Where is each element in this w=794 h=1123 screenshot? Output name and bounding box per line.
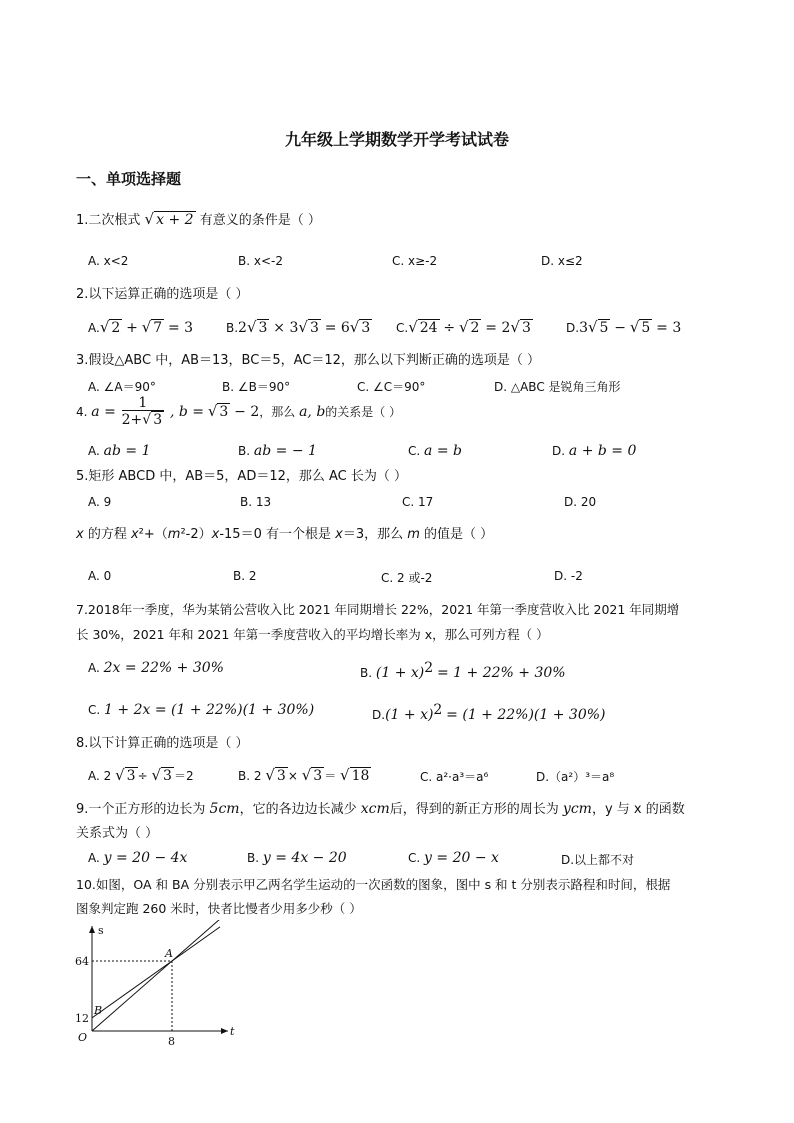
radical-sign: √ xyxy=(99,318,110,336)
radical-sign: √ xyxy=(301,766,312,784)
q2-option-d xyxy=(566,318,681,336)
q9-expr: 5cm xyxy=(209,801,240,817)
q3-option-c: C. ∠C＝90° xyxy=(357,380,426,394)
q4-den-rad: 3 xyxy=(153,412,163,428)
q9-label-b: B. xyxy=(247,851,260,865)
q7-option-b xyxy=(360,660,566,681)
q2-label-a: A. xyxy=(88,321,100,335)
page-title: 九年级上学期数学开学考试试卷 xyxy=(284,130,509,149)
q9-opt-b-expr: y = 4x − 20 xyxy=(262,850,347,866)
question-2: 2.以下运算正确的选项是（ ） xyxy=(76,287,249,302)
q8a-r2: 3 xyxy=(163,768,172,784)
q4-opt-c-expr: a = b xyxy=(424,443,462,459)
q1-option-c: C. x≥-2 xyxy=(392,254,438,268)
q2-label-b: B. xyxy=(226,321,239,335)
y-axis-label: s xyxy=(98,924,104,937)
x-axis-label: t xyxy=(230,1025,235,1038)
y-tick-label: 12 xyxy=(75,1011,89,1025)
radical-sign: √ xyxy=(298,318,308,336)
q2b-r1: 3 xyxy=(258,320,268,336)
question-3: 3.假设△ABC 中，AB＝13，BC＝5，AC＝12，那么以下判断正确的选项是（ ） xyxy=(76,353,541,368)
q4-option-b xyxy=(238,443,317,459)
radical-sign: √ xyxy=(265,766,275,784)
q4-label-c: C. xyxy=(408,444,421,458)
question-9-line-1 xyxy=(76,800,685,819)
q4-vars: a, b xyxy=(299,404,326,420)
q4-opt-b-expr: ab = − 1 xyxy=(253,443,317,459)
question-5: 5.矩形 ABCD 中，AB＝5，AD＝12，那么 AC 长为（ ） xyxy=(76,469,408,484)
q6-var: x xyxy=(335,527,343,542)
q6-var: x xyxy=(211,527,220,542)
q1-radicand: x + 2 xyxy=(156,212,194,228)
q6-option-d: D. -2 xyxy=(554,569,583,583)
q7-option-d xyxy=(372,702,606,723)
q5-option-c: C. 17 xyxy=(402,495,434,509)
q2c-r3: 3 xyxy=(521,320,531,336)
q8b-r1: 3 xyxy=(276,768,286,784)
q2c-eq: = 2 xyxy=(485,320,511,336)
q1-suffix: 有意义的条件是（ ） xyxy=(199,213,321,228)
q4-frac-den xyxy=(122,411,164,428)
q9-expr: ycm xyxy=(562,801,592,817)
q5-option-a: A. 9 xyxy=(88,495,112,509)
radical-sign: √ xyxy=(144,210,155,228)
question-4 xyxy=(76,397,401,428)
q2-option-a xyxy=(88,318,193,336)
q2a-eq: = 3 xyxy=(168,320,194,336)
q4-suffix2: 的关系是（ ） xyxy=(325,405,402,419)
q1-option-d: D. x≤2 xyxy=(541,254,583,268)
q6-text: ＝3，那么 xyxy=(342,527,408,542)
question-8: 8.以下计算正确的选项是（ ） xyxy=(76,736,249,751)
question-7-line-2: 长 30%，2021 年和 2021 年第一季度营收入的平均增长率为 x，那么可列方程（ ） xyxy=(76,627,549,642)
q2a-r2: 7 xyxy=(153,320,163,336)
q3-option-d: D. △ABC 是锐角三角形 xyxy=(494,380,621,394)
q9-label-c: C. xyxy=(408,851,421,865)
question-7-line-1: 7.2018年一季度，华为某销公营收入比 2021 年同期增长 22%，2021 年第一季度营收入比 2021 年同期增 xyxy=(76,602,680,617)
q4-number: 4. xyxy=(76,405,88,419)
q6-var: m xyxy=(407,527,420,542)
q8b-pre: B. 2 xyxy=(238,769,262,783)
q8a-r1: 3 xyxy=(126,768,136,784)
q6-option-a: A. 0 xyxy=(88,569,112,583)
q5-option-b: B. 13 xyxy=(240,495,272,509)
q4-option-c xyxy=(408,443,462,459)
q2-option-b xyxy=(226,318,372,336)
q2-option-c xyxy=(396,318,533,336)
q4-a-eq: a = xyxy=(91,404,116,420)
section-heading: 一、单项选择题 xyxy=(76,170,182,188)
q4-frac-num: 1 xyxy=(122,397,164,411)
q8-option-a xyxy=(88,766,194,784)
q2b-r3: 3 xyxy=(361,320,371,336)
q9-text: ，y 与 x 的函数 xyxy=(591,802,685,817)
radical-sign: √ xyxy=(115,766,125,784)
q3-option-b: B. ∠B＝90° xyxy=(222,380,291,394)
q6-text: 的方程 xyxy=(83,527,131,542)
q7-label-a: A. xyxy=(88,661,100,675)
point-label-a: A xyxy=(165,947,173,960)
x-axis-arrow xyxy=(221,1028,228,1034)
q8a-op: ÷ xyxy=(137,769,148,783)
q4-fraction xyxy=(122,397,164,428)
q8a-eq: ＝2 xyxy=(173,769,194,783)
q4-b-tail: − 2 xyxy=(234,404,260,420)
q9-opt-a-expr: y = 20 − 4x xyxy=(103,850,188,866)
q2-label-d: D. xyxy=(566,321,580,335)
y-tick-label: 64 xyxy=(75,955,89,968)
q6-text: ²+（ xyxy=(138,527,168,542)
q9-option-a xyxy=(88,850,187,866)
q8b-op: × xyxy=(287,769,298,783)
radical-sign: √ xyxy=(151,766,162,784)
radical-sign: √ xyxy=(349,318,360,336)
q2d-c1: 3 xyxy=(579,320,588,336)
q7-opt-d-base: (1 + x) xyxy=(385,707,434,723)
q6-var: x xyxy=(130,527,139,542)
q7-label-d: D. xyxy=(372,708,386,722)
q2-label-c: C. xyxy=(396,321,409,335)
q2a-r1: 2 xyxy=(111,320,121,336)
q4-label-a: A. xyxy=(88,444,100,458)
q6-option-c: C. 2 或-2 xyxy=(381,571,433,585)
q4-opt-d-expr: a + b = 0 xyxy=(568,443,637,459)
question-1 xyxy=(76,210,321,230)
q7-option-a xyxy=(88,660,224,676)
q4-b-rad: 3 xyxy=(219,404,229,420)
q2b-eq: = 6 xyxy=(324,320,350,336)
q4-opt-a-expr: ab = 1 xyxy=(103,443,151,459)
q9-label-a: A. xyxy=(88,851,100,865)
question-10-line-1: 10.如图，OA 和 BA 分别表示甲乙两名学生运动的一次函数的图象，图中 s 和 t 分别表示路程和时间，根据 xyxy=(76,877,671,892)
q2c-r1: 24 xyxy=(419,320,438,336)
q9-text: 9.一个正方形的边长为 xyxy=(76,802,206,817)
q9-opt-c-expr: y = 20 − x xyxy=(424,850,499,866)
x-tick-label: 8 xyxy=(168,1035,175,1048)
q6-var: x xyxy=(76,527,84,542)
q4-suffix: ，那么 xyxy=(259,405,296,419)
q3-option-a: A. ∠A＝90° xyxy=(88,380,156,394)
radical-sign: √ xyxy=(587,318,598,336)
q7-opt-d-rest: = (1 + 22%)(1 + 30%) xyxy=(446,707,606,723)
q4-label-d: D. xyxy=(552,444,566,458)
q9-text: 后，得到的新正方形的周长为 xyxy=(389,802,559,817)
q7-opt-a-expr: 2x = 22% + 30% xyxy=(103,660,224,676)
q2b-op: × 3 xyxy=(273,320,299,336)
q5-option-d: D. 20 xyxy=(564,495,597,509)
series-line-oa xyxy=(92,920,220,1031)
q7-opt-b-exp: 2 xyxy=(424,660,434,676)
q1-option-b: B. x<-2 xyxy=(238,254,283,268)
q7-opt-b-base: (1 + x) xyxy=(375,665,425,681)
q4-den-pre: 2+ xyxy=(121,412,143,428)
radical-sign: √ xyxy=(629,318,640,336)
q7-opt-d-exp: 2 xyxy=(433,702,443,718)
series-line-ba xyxy=(92,927,220,1018)
q6-text: ²-2） xyxy=(180,527,212,542)
q7-label-c: C. xyxy=(88,703,101,717)
radical-sign: √ xyxy=(510,318,520,336)
q9-option-d: D.以上都不对 xyxy=(561,853,635,867)
q4-b-eq: , b = xyxy=(169,404,204,420)
q2d-r2: 5 xyxy=(641,320,651,336)
q8b-r2: 3 xyxy=(313,768,323,784)
question-6 xyxy=(76,526,493,544)
q8b-eq: ＝ xyxy=(324,769,337,783)
question-10-line-2: 图象判定跑 260 米时，快者比慢者少用多少秒（ ） xyxy=(76,901,362,916)
q1-option-a: A. x<2 xyxy=(88,254,129,268)
origin-label: O xyxy=(78,1031,88,1044)
q7-opt-c-expr: 1 + 2x = (1 + 22%)(1 + 30%) xyxy=(104,702,315,718)
q6-option-b: B. 2 xyxy=(233,569,257,583)
question-9-line-2: 关系式为（ ） xyxy=(76,826,159,841)
motion-graph xyxy=(70,920,250,1050)
q4-label-b: B. xyxy=(238,444,251,458)
q8a-pre: A. 2 xyxy=(88,769,112,783)
radical-sign: √ xyxy=(141,318,152,336)
q4-option-d xyxy=(552,443,636,459)
radical-sign: √ xyxy=(246,318,257,336)
q4-option-a xyxy=(88,443,151,459)
q6-text: -15＝0 有一个根是 xyxy=(219,527,336,542)
q9-expr: xcm xyxy=(360,801,390,817)
q2b-c1: 2 xyxy=(238,320,247,336)
y-axis-arrow xyxy=(89,926,95,933)
q2d-op: − xyxy=(614,320,627,336)
q9-option-b xyxy=(247,850,347,866)
q7-option-c xyxy=(88,702,314,718)
radical-sign: √ xyxy=(408,318,418,336)
q9-text: ，它的各边边长减少 xyxy=(239,802,357,817)
q2d-eq: = 3 xyxy=(656,320,682,336)
q6-var: m xyxy=(167,527,181,542)
q7-label-b: B. xyxy=(360,666,373,680)
radical-sign: √ xyxy=(340,766,350,784)
q8-option-b xyxy=(238,766,371,784)
q8-option-c: C. a²·a³＝a⁶ xyxy=(420,770,489,784)
q2c-r2: 2 xyxy=(470,320,480,336)
q2d-r1: 5 xyxy=(599,320,609,336)
q1-prefix: 1.二次根式 xyxy=(76,213,141,228)
q7-opt-b-rest: = 1 + 22% + 30% xyxy=(436,665,566,681)
q6-text: 的值是（ ） xyxy=(419,527,494,542)
q2a-op: + xyxy=(126,320,138,336)
radical-sign: √ xyxy=(207,402,218,420)
q8-option-d: D.（a²）³＝a⁸ xyxy=(536,770,615,784)
q8b-r3: 18 xyxy=(351,768,370,784)
q2c-op: ÷ xyxy=(443,320,456,336)
q2b-r2: 3 xyxy=(309,320,319,336)
q9-option-c xyxy=(408,850,499,866)
radical-sign: √ xyxy=(142,412,152,428)
radical-sign: √ xyxy=(458,318,469,336)
point-label-b: B xyxy=(94,1003,103,1017)
